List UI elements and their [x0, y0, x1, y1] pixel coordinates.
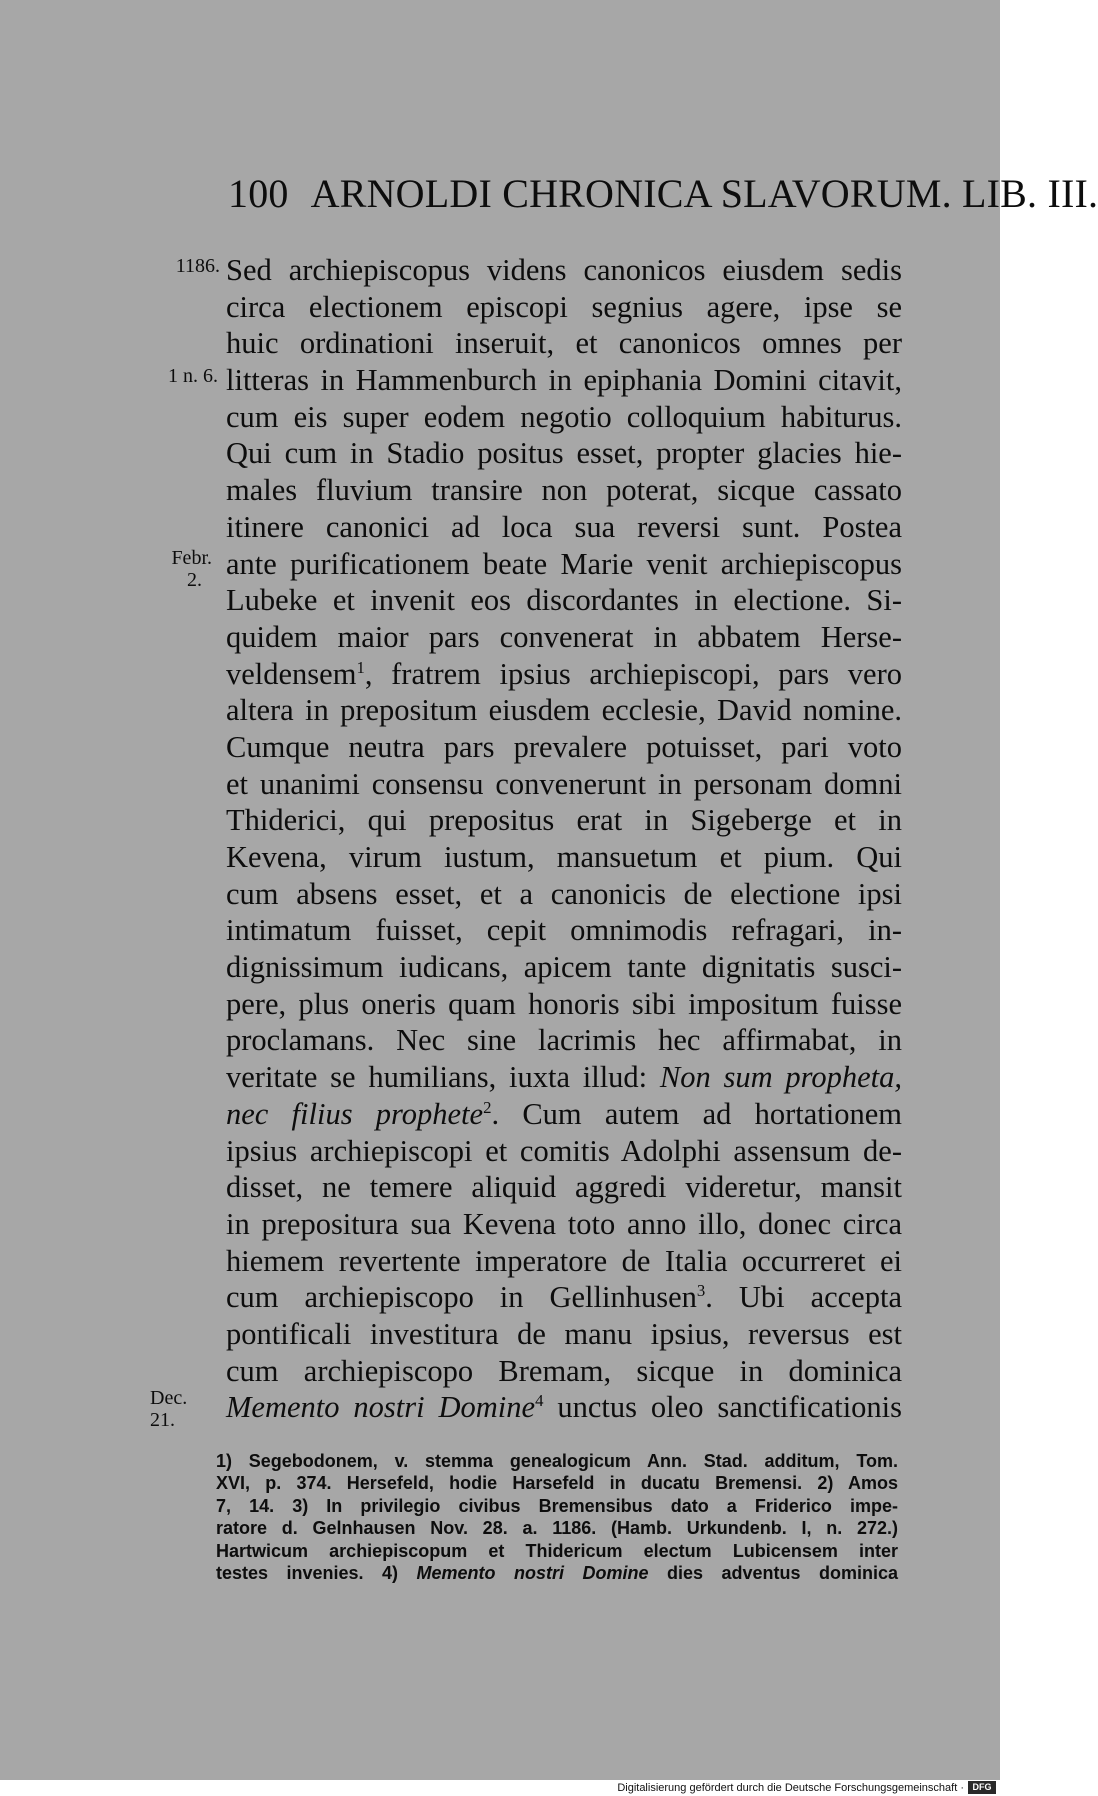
page-number: 100	[228, 171, 289, 216]
text-line: nec filius prophete$^2$. Cum autem ad hortationem	[226, 1096, 902, 1131]
text-line: veritate se humilians, iuxta illud: Non sum propheta,	[226, 1060, 902, 1095]
margin-note-date: 1 n. 6.	[168, 365, 218, 387]
text-line: hiemem revertente imperatore de Italia occurreret ei	[226, 1243, 902, 1278]
quotation-italic: nec filius prophete	[226, 1096, 484, 1131]
text-line: ipsius archiepiscopi et comitis Adolphi assensum de-	[226, 1133, 902, 1168]
text-line: cum absens esset, et a canonicis de electione ipsi	[226, 876, 902, 911]
text-line: itinere canonici ad loca sua reversi sunt. Postea	[226, 509, 902, 544]
digitization-credit: Digitalisierung gefördert durch die Deutsche Forschungsgemeinschaft ·	[617, 1782, 964, 1794]
text-line: Lubeke et invenit eos discordantes in electione. Si-	[226, 583, 902, 618]
text-line: cum archiepiscopo in Gellinhusen$^3$. Ubi accepta	[226, 1280, 902, 1315]
text-line: males fluvium transire non poterat, sicque cassato	[226, 473, 902, 508]
text-line: Qui cum in Stadio positus esset, propter glacies hie-	[226, 436, 902, 471]
dfg-logo: DFG	[968, 1781, 996, 1794]
footnote-line: ratore d. Gelnhausen Nov. 28. a. 1186. (Hamb. Urkundenb. I, n. 272.)	[216, 1518, 898, 1539]
text-line: veldensem$^1$, fratrem ipsius archiepiscopi, pars vero	[226, 656, 902, 691]
footnote-line: Hartwicum archiepiscopum et Thidericum electum Lubicensem inter	[216, 1540, 898, 1561]
footnote-line: testes invenies. 4) Memento nostri Domine dies adventus dominica	[216, 1562, 898, 1583]
margin-note-date: Dec. 21.	[150, 1387, 188, 1431]
footnote-line: 1) Segebodonem, v. stemma genealogicum Ann. Stad. additum, Tom.	[216, 1451, 898, 1471]
body-text	[226, 252, 902, 1426]
footnote-ref: 2	[483, 1097, 492, 1117]
text-line: proclamans. Nec sine lacrimis hec affirmabat, in	[226, 1023, 902, 1058]
footnote-ref: 4	[535, 1391, 544, 1411]
running-header	[228, 170, 1098, 218]
text-line: intimatum fuisset, cepit omnimodis refragari, in-	[226, 913, 902, 948]
text-line: circa electionem episcopi segnius agere, ipse se	[226, 289, 902, 324]
text-line: Sed archiepiscopus videns canonicos eiusdem sedis	[226, 253, 902, 287]
footnote-ref: 3	[696, 1281, 706, 1301]
quotation-italic: Memento nostri Domine	[226, 1390, 536, 1425]
text-line: ante purificationem beate Marie venit archiepiscopus	[226, 546, 902, 581]
text-line: Kevena, virum iustum, mansuetum et pium. Qui	[226, 840, 902, 874]
footnotes	[216, 1450, 898, 1584]
margin-note-year: 1186.	[175, 255, 220, 277]
margin-note-date: Febr. 2.	[171, 547, 212, 591]
text-line: disset, ne temere aliquid aggredi videretur, mansit	[226, 1170, 902, 1205]
text-line: pontificali investitura de manu ipsius, reversus est	[226, 1316, 902, 1351]
text-line: Thiderici, qui prepositus erat in Sigeberge et in	[226, 803, 902, 838]
running-title: ARNOLDI CHRONICA SLAVORUM. LIB. III.	[310, 171, 1098, 216]
text-line: pere, plus oneris quam honoris sibi impositum fuisse	[226, 986, 902, 1021]
text-line: huic ordinationi inseruit, et canonicos omnes per	[226, 326, 902, 361]
text-line: dignissimum iudicans, apicem tante dignitatis susci-	[226, 950, 902, 985]
text-line: in prepositura sua Kevena toto anno illo, donec circa	[226, 1206, 902, 1241]
text-line: et unanimi consensu convenerunt in personam domni	[226, 766, 902, 801]
text-line: Cumque neutra pars prevalere potuisset, pari voto	[226, 729, 902, 764]
footnote-line: 7, 14. 3) In privilegio civibus Bremensibus dato a Friderico impe-	[216, 1495, 898, 1516]
text-line: quidem maior pars convenerat in abbatem Herse-	[226, 619, 902, 654]
text-line: cum eis super eodem negotio colloquium habiturus.	[226, 399, 902, 434]
text-line: cum archiepiscopo Bremam, sicque in dominica	[226, 1353, 902, 1388]
text-line: Memento nostri Domine$^4$ unctus oleo sanctificationis	[226, 1390, 903, 1425]
footnote-line: XVI, p. 374. Hersefeld, hodie Harsefeld in ducatu Bremensi. 2) Amos	[216, 1473, 898, 1494]
text-line: altera in prepositum eiusdem ecclesie, David nomine.	[226, 693, 902, 728]
quotation-italic: Non sum propheta,	[659, 1060, 902, 1095]
text-line: litteras in Hammenburch in epiphania Domini citavit,	[226, 363, 902, 398]
footnote-ref: 1	[356, 657, 365, 677]
